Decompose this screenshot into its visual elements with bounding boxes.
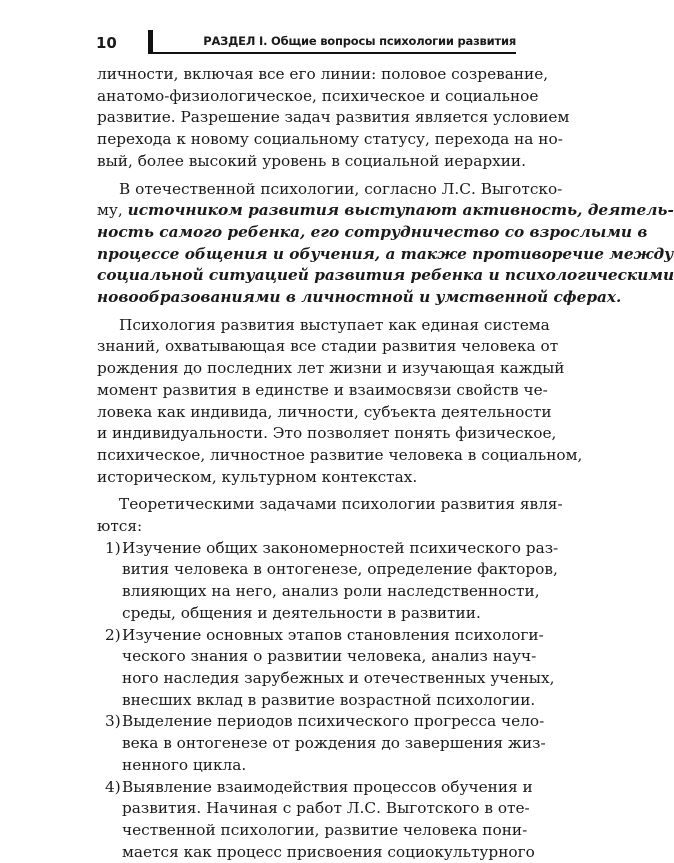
list-item	[97, 711, 500, 776]
header-rule	[148, 52, 516, 54]
paragraph-vygotsky	[97, 179, 500, 309]
text-line: личности, включая все его линии: половое созревание,	[97, 64, 500, 86]
text-line: психическое, личностное развитие человека в социальном,	[97, 445, 500, 467]
text-fragment: му,	[97, 201, 128, 219]
section-title: РАЗДЕЛ I. Общие вопросы психологии развития	[203, 34, 516, 48]
text-line: ненного цикла.	[122, 755, 500, 777]
text-line: и индивидуальности. Это позволяет понять физическое,	[97, 423, 500, 445]
text-line: века в онтогенезе от рождения до завершения жиз-	[122, 733, 500, 755]
text-line: развития. Начиная с работ Л.С. Выготского в оте-	[122, 798, 500, 820]
paragraph	[97, 315, 500, 489]
text-line: ются:	[97, 516, 500, 538]
text-line: Изучение общих закономерностей психического раз-	[122, 538, 500, 560]
text-line: В отечественной психологии, согласно Л.С. Выготско-	[97, 179, 500, 201]
list-number: 2)	[105, 625, 121, 647]
text-line: ческого знания о развитии человека, анализ науч-	[122, 646, 500, 668]
text-line: среды, общения и деятельности в развитии.	[122, 603, 500, 625]
page-body	[97, 64, 500, 863]
list-item	[97, 538, 500, 625]
text-line: Теоретическими задачами психологии развития явля-	[97, 494, 500, 516]
emphasis-line: ность самого ребенка, его сотрудничество со взрослыми в	[97, 222, 500, 244]
paragraph	[97, 64, 500, 173]
text-line: ного наследия зарубежных и отечественных ученых,	[122, 668, 500, 690]
text-line: знаний, охватывающая все стадии развития человека от	[97, 336, 500, 358]
list-number: 4)	[105, 777, 121, 799]
page-number: 10	[96, 34, 117, 52]
list-item	[97, 777, 500, 863]
header-bar	[148, 30, 153, 52]
text-line: историческом, культурном контекстах.	[97, 467, 500, 489]
text-line: перехода к новому социальному статусу, перехода на но-	[97, 129, 500, 151]
text-line: влияющих на него, анализ роли наследственности,	[122, 581, 500, 603]
emphasis-text: источником развития выступают активность, деятель-	[128, 201, 674, 219]
text-line: внесших вклад в развитие возрастной психологии.	[122, 690, 500, 712]
list-item	[97, 625, 500, 712]
paragraph	[97, 494, 500, 537]
text-line: Изучение основных этапов становления психологи-	[122, 625, 500, 647]
list-number: 3)	[105, 711, 121, 733]
text-line: вый, более высокий уровень в социальной иерархии.	[97, 151, 500, 173]
list-number: 1)	[105, 538, 121, 560]
text-line: мается как процесс присвоения социокультурного	[122, 842, 500, 863]
running-header	[82, 28, 516, 54]
emphasis-line: социальной ситуацией развития ребенка и психологическими	[97, 265, 500, 287]
emphasis-line: процессе общения и обучения, а также противоречие между	[97, 244, 500, 266]
text-line: момент развития в единстве и взаимосвязи свойств че-	[97, 380, 500, 402]
text-line	[97, 200, 500, 222]
text-line: Психология развития выступает как единая система	[97, 315, 500, 337]
text-line: ловека как индивида, личности, субъекта деятельности	[97, 402, 500, 424]
text-line: чественной психологии, развитие человека пони-	[122, 820, 500, 842]
text-line: анатомо-физиологическое, психическое и социальное	[97, 86, 500, 108]
text-line: рождения до последних лет жизни и изучающая каждый	[97, 358, 500, 380]
text-line: Выявление взаимодействия процессов обучения и	[122, 777, 500, 799]
text-line: развитие. Разрешение задач развития является условием	[97, 107, 500, 129]
text-line: вития человека в онтогенезе, определение факторов,	[122, 559, 500, 581]
text-line: Выделение периодов психического прогресса чело-	[122, 711, 500, 733]
emphasis-line: новообразованиями в личностной и умственной сферах.	[97, 287, 500, 309]
